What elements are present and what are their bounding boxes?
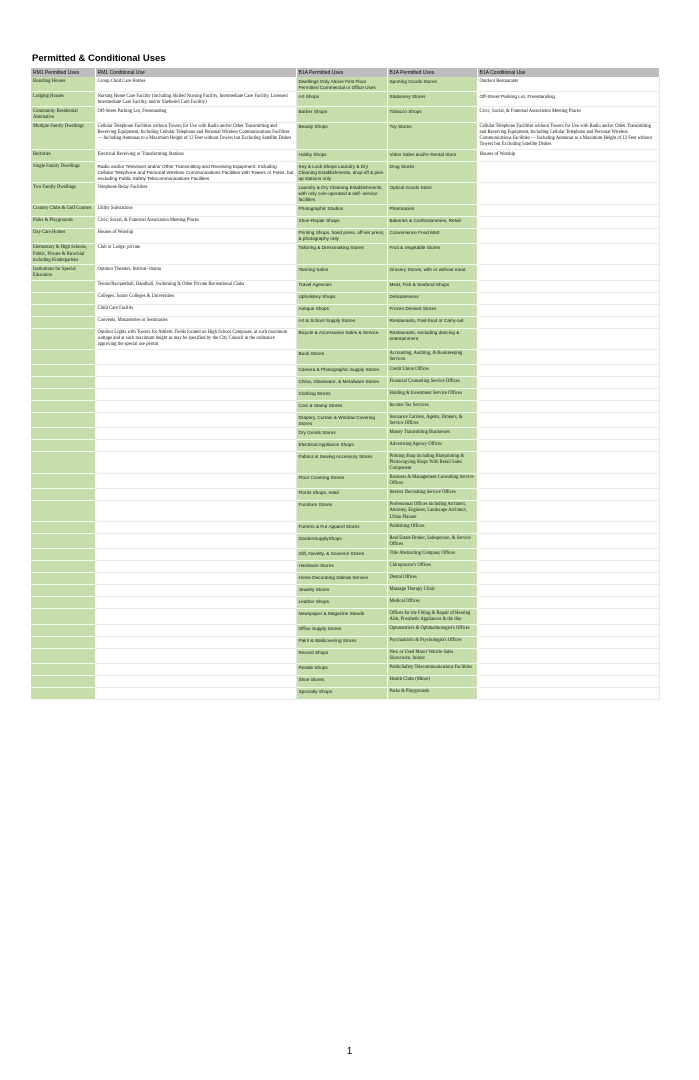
- table-cell: Pharmacies: [387, 204, 477, 216]
- table-row: [31, 473, 659, 488]
- table-cell: [477, 401, 659, 413]
- table-row: [31, 150, 659, 162]
- table-cell: [31, 401, 95, 413]
- table-cell: [477, 534, 659, 549]
- table-cell: [95, 377, 296, 389]
- table-cell: [31, 365, 95, 377]
- column-header: B1A Permitted Uses: [296, 68, 387, 77]
- table-cell: Real Estate Broker, Salesperson, & Service Offices: [387, 534, 477, 549]
- table-cell: PublicSafety Telecommunications Facilities: [387, 663, 477, 675]
- table-cell: [477, 265, 659, 280]
- table-cell: Travel Agencies: [296, 280, 387, 292]
- table-row: [31, 107, 659, 122]
- table-row: [31, 292, 659, 304]
- table-cell: Psychiatrist's & Psychologist's Offices: [387, 636, 477, 648]
- table-cell: [477, 473, 659, 488]
- table-cell: Telephone Relay Facilities: [95, 183, 296, 204]
- table-cell: Lodging Houses: [31, 92, 95, 107]
- table-cell: [95, 413, 296, 428]
- table-cell: Convents, Monasteries or Seminaries: [95, 316, 296, 328]
- table-cell: [477, 389, 659, 401]
- table-cell: [477, 183, 659, 204]
- table-row: [31, 428, 659, 440]
- table-cell: Electrical Receiving or Transforming Stations: [95, 150, 296, 162]
- column-header: B1A Conditional Use: [477, 68, 659, 77]
- table-cell: Cellular Telephone Facilities without Towers for Use with Radio and/or Other Transmitting and Receiving Equipment, Including Cellular Telephone and Personal Wireless Communications Facilities — Including Antennas to a Maximum Height of 12 Feet without Towers but Excluding Satellite Dishes: [95, 122, 296, 149]
- table-cell: [95, 349, 296, 364]
- table-row: [31, 280, 659, 292]
- table-cell: [477, 204, 659, 216]
- table-cell: [477, 624, 659, 636]
- table-row: [31, 549, 659, 561]
- table-cell: Tobacco Shops: [387, 107, 477, 122]
- table-cell: Video Sales and/or Rental Store: [387, 150, 477, 162]
- table-cell: [31, 585, 95, 597]
- table-cell: [477, 488, 659, 500]
- table-cell: Laundry & Dry Cleaning Establishments, with only coin-operated & self- service facilities: [296, 183, 387, 204]
- table-row: [31, 77, 659, 92]
- table-row: [31, 401, 659, 413]
- table-cell: Medical Offices: [387, 597, 477, 609]
- table-cell: [95, 522, 296, 534]
- table-cell: [95, 597, 296, 609]
- table-cell: Bakeries & Confectioneries, Retail: [387, 216, 477, 228]
- table-cell: [31, 573, 95, 585]
- table-cell: Printing Shop including Blueprinting & Photocopying Shops With Retail Sales Component: [387, 452, 477, 473]
- table-cell: GardenSupplyShops: [296, 534, 387, 549]
- table-cell: [31, 522, 95, 534]
- table-cell: Antique Shops: [296, 304, 387, 316]
- table-cell: Tanning Salon: [296, 265, 387, 280]
- table-cell: Cellular Telephone Facilities without Towers for Use with Radio and/or Other Transmitting and Receiving Equipment, Including Cellular Telephone and Personal Wireless Communications Facilities — Including Antennas to a Maximum Height of 12 Feet without Towers but Excluding Satellite Dishes: [477, 122, 659, 149]
- table-row: [31, 488, 659, 500]
- table-cell: Offices for the Fitting & Repair of Hearing Aids, Prosthetic Appliances & the like: [387, 609, 477, 624]
- table-cell: Holding & Investment Service Offices: [387, 389, 477, 401]
- table-cell: Country Clubs & Golf Courses: [31, 204, 95, 216]
- table-cell: Multiple Family Dwellings: [31, 122, 95, 149]
- table-row: [31, 228, 659, 243]
- table-cell: Shoe Stores: [296, 675, 387, 687]
- table-cell: Barber Shops: [296, 107, 387, 122]
- table-cell: Art Shops: [296, 92, 387, 107]
- table-cell: Nursing Home Care Facility (including Skilled Nursing Facility, Intermediate Care Facility, Licensed Intermediate Care Facility, and/or Sheltered Care Facility): [95, 92, 296, 107]
- page-title: Permitted & Conditional Uses: [32, 53, 166, 64]
- table-cell: [477, 585, 659, 597]
- table-cell: Club or Lodge, private: [95, 243, 296, 264]
- table-cell: Publishing Offices: [387, 522, 477, 534]
- table-cell: Elementary & High Schools, Public, Private & Parochial including Kindergartens: [31, 243, 95, 264]
- table-row: [31, 349, 659, 364]
- table-cell: [95, 549, 296, 561]
- table-cell: [477, 328, 659, 349]
- header-row: [31, 68, 659, 77]
- column-header: RM1 Conditional Use: [95, 68, 296, 77]
- table-cell: Off-Street Parking Lot, Freestanding: [95, 107, 296, 122]
- table-row: [31, 687, 659, 699]
- table-cell: Financial Counseling Service Offices: [387, 377, 477, 389]
- table-cell: Electrical Appliance Shops: [296, 440, 387, 452]
- table-cell: [31, 663, 95, 675]
- table-body: [31, 77, 659, 699]
- table-cell: [477, 413, 659, 428]
- table-cell: [477, 522, 659, 534]
- table-cell: Fabrics & Sewing Accessory Stores: [296, 452, 387, 473]
- table-cell: Tennis/Racquetball, Handball, Swimming & Other Private Recreational Clubs: [95, 280, 296, 292]
- table-cell: Camera & Photographic Supply Stores: [296, 365, 387, 377]
- table-cell: Record Shops: [296, 648, 387, 663]
- table-cell: [31, 452, 95, 473]
- table-cell: Printing Shops, hand press, off-set press, & photography only: [296, 228, 387, 243]
- table-cell: Optometrist's & Ophthalmologist's Offices: [387, 624, 477, 636]
- table-cell: [31, 648, 95, 663]
- table-cell: Houses of Worship: [477, 150, 659, 162]
- table-cell: Gift, Novelty, & Souvenir Stores: [296, 549, 387, 561]
- table-cell: [31, 500, 95, 521]
- table-row: [31, 561, 659, 573]
- table-cell: Business & Management Consulting Service Offices: [387, 473, 477, 488]
- table-cell: [95, 428, 296, 440]
- table-cell: Boarding Houses: [31, 77, 95, 92]
- table-cell: Convenience Food Mart: [387, 228, 477, 243]
- table-cell: Title Abstracting Company Offices: [387, 549, 477, 561]
- table-cell: Civic, Social, & Fraternal Association Meeting Places: [477, 107, 659, 122]
- table-cell: Group Child Care Homes: [95, 77, 296, 92]
- table-cell: Toy Stores: [387, 122, 477, 149]
- table-cell: Parks & Playgrounds: [387, 687, 477, 699]
- table-row: [31, 597, 659, 609]
- table-cell: Stationery Stores: [387, 92, 477, 107]
- table-cell: Money Transmitting Businesses: [387, 428, 477, 440]
- table-cell: Hardware Stores: [296, 561, 387, 573]
- table-cell: Accounting, Auditing, & Bookkeeping Services: [387, 349, 477, 364]
- table-row: [31, 304, 659, 316]
- table-cell: [477, 228, 659, 243]
- table-cell: [477, 162, 659, 183]
- table-row: [31, 365, 659, 377]
- table-cell: Outdoor Restaurants: [477, 77, 659, 92]
- table-cell: Delicatessens: [387, 292, 477, 304]
- table-cell: [477, 648, 659, 663]
- table-row: [31, 609, 659, 624]
- table-cell: Health Clubs (Minor): [387, 675, 477, 687]
- table-cell: Upholstery Shops: [296, 292, 387, 304]
- table-cell: Hobby Shops: [296, 150, 387, 162]
- table-cell: [31, 549, 95, 561]
- table-cell: Florist Shops, retail: [296, 488, 387, 500]
- table-cell: Dry Goods Stores: [296, 428, 387, 440]
- table-cell: [31, 328, 95, 349]
- table-cell: Single Family Dwellings: [31, 162, 95, 183]
- table-cell: Grocery Stores, with or without meat: [387, 265, 477, 280]
- table-cell: Book Stores: [296, 349, 387, 364]
- table-row: [31, 452, 659, 473]
- table-cell: Home Decorating Sales& Service: [296, 573, 387, 585]
- table-cell: Sporting Goods Stores: [387, 77, 477, 92]
- table-cell: [95, 452, 296, 473]
- table-cell: Coin & Stamp Stores: [296, 401, 387, 413]
- table-cell: Frozen Dessert Stores: [387, 304, 477, 316]
- table-cell: Outdoor Theaters, festival- drama: [95, 265, 296, 280]
- table-cell: [31, 440, 95, 452]
- table-cell: [31, 389, 95, 401]
- table-cell: Furriers & Fur Apparel Stores: [296, 522, 387, 534]
- table-cell: [31, 675, 95, 687]
- table-row: [31, 648, 659, 663]
- table-cell: Rectories: [31, 150, 95, 162]
- table-cell: Dwellings Only Above First Floor Permitted Commercial or Office Uses: [296, 77, 387, 92]
- table-row: [31, 162, 659, 183]
- table-cell: [477, 292, 659, 304]
- table-row: [31, 216, 659, 228]
- table-cell: [95, 365, 296, 377]
- table-cell: Institutions for Special Education: [31, 265, 95, 280]
- table-cell: [95, 648, 296, 663]
- table-cell: Community Residential Alternative: [31, 107, 95, 122]
- table-cell: Furniture Stores: [296, 500, 387, 521]
- table-cell: Fruit & Vegetable Stores: [387, 243, 477, 264]
- table-row: [31, 389, 659, 401]
- table-cell: [31, 292, 95, 304]
- table-cell: [477, 304, 659, 316]
- table-cell: [31, 349, 95, 364]
- table-cell: Leather Shops: [296, 597, 387, 609]
- table-cell: [95, 401, 296, 413]
- table-cell: [477, 549, 659, 561]
- table-cell: Resale Shops: [296, 663, 387, 675]
- table-cell: Day Care Homes: [31, 228, 95, 243]
- table-cell: Shoe-Repair Shops: [296, 216, 387, 228]
- table-cell: Drug Stores: [387, 162, 477, 183]
- table-cell: Tailoring & Dressmaking Stores: [296, 243, 387, 264]
- table-row: [31, 636, 659, 648]
- table-cell: Utility Substations: [95, 204, 296, 216]
- table-cell: [477, 365, 659, 377]
- table-cell: Houses of Worship: [95, 228, 296, 243]
- table-cell: [95, 440, 296, 452]
- table-cell: [31, 413, 95, 428]
- table-cell: Floor Covering Stores: [296, 473, 387, 488]
- table-cell: [477, 597, 659, 609]
- table-cell: [477, 440, 659, 452]
- table-cell: [95, 389, 296, 401]
- table-cell: [95, 573, 296, 585]
- table-row: [31, 122, 659, 149]
- table-cell: [95, 534, 296, 549]
- table-cell: Off-Street Parking Lot, Freestanding: [477, 92, 659, 107]
- table-cell: [477, 609, 659, 624]
- table-row: [31, 377, 659, 389]
- table-cell: [95, 473, 296, 488]
- table-cell: Insurance Carriers, Agents, Brokers, & Service Offices: [387, 413, 477, 428]
- table-cell: [95, 561, 296, 573]
- table-cell: [95, 636, 296, 648]
- table-cell: Dental Offices: [387, 573, 477, 585]
- table-cell: [31, 609, 95, 624]
- table-cell: [477, 561, 659, 573]
- table-cell: [95, 675, 296, 687]
- table-cell: Child Care Facility: [95, 304, 296, 316]
- table-cell: [477, 573, 659, 585]
- table-cell: Credit Union Offices: [387, 365, 477, 377]
- table-cell: [477, 349, 659, 364]
- table-cell: Radio and/or Television and/or Other Transmitting and Receiving Equipment, Including Cellular Telephone and Personal Wireless Communications Facilities with Towers or Poles, but excluding Public Safety Telecommunications Facilities: [95, 162, 296, 183]
- table-row: [31, 183, 659, 204]
- table-cell: [477, 377, 659, 389]
- table-cell: [95, 624, 296, 636]
- table-cell: [31, 624, 95, 636]
- table-cell: China, Glassware, & Metalware Stores: [296, 377, 387, 389]
- table-cell: Jewelry Stores: [296, 585, 387, 597]
- table-cell: [477, 316, 659, 328]
- table-cell: [95, 500, 296, 521]
- table-cell: [477, 663, 659, 675]
- table-row: [31, 92, 659, 107]
- table-cell: [477, 428, 659, 440]
- table-cell: [95, 663, 296, 675]
- table-cell: [477, 675, 659, 687]
- table-cell: [477, 216, 659, 228]
- table-cell: Outdoor Lights with Towers for Athletic Fields located on High School Campuses, at such maximum wattage and at such maximum height as may be specified by the City Council in the ordinance approving the special use permit: [95, 328, 296, 349]
- table-row: [31, 522, 659, 534]
- table-cell: Chiropractor's Offices: [387, 561, 477, 573]
- table-row: [31, 265, 659, 280]
- table-cell: [95, 609, 296, 624]
- table-row: [31, 500, 659, 521]
- table-cell: [477, 500, 659, 521]
- table-row: [31, 328, 659, 349]
- uses-table: [31, 68, 660, 700]
- table-cell: Newspaper & Magazine Stands: [296, 609, 387, 624]
- table-cell: [31, 687, 95, 699]
- table-cell: [31, 597, 95, 609]
- table-cell: Office Supply Stores: [296, 624, 387, 636]
- table-cell: [95, 585, 296, 597]
- table-cell: [31, 636, 95, 648]
- column-header: B1A Permitted Uses: [387, 68, 477, 77]
- table-cell: [477, 687, 659, 699]
- table-row: [31, 534, 659, 549]
- table-cell: [31, 473, 95, 488]
- table-cell: Paint & Wallcovering Stores: [296, 636, 387, 648]
- table-row: [31, 624, 659, 636]
- table-cell: Massage Therapy Clinic: [387, 585, 477, 597]
- table-row: [31, 440, 659, 452]
- table-row: [31, 316, 659, 328]
- table-cell: [31, 377, 95, 389]
- table-cell: [477, 280, 659, 292]
- table-cell: Clothing Stores: [296, 389, 387, 401]
- table-cell: Specialty Shops: [296, 687, 387, 699]
- table-row: [31, 585, 659, 597]
- table-cell: Beauty Shops: [296, 122, 387, 149]
- table-cell: Parks & Playgrounds: [31, 216, 95, 228]
- table-cell: Drapery, Curtain & Window Covering Stores: [296, 413, 387, 428]
- table-cell: Professional Offices including Architect, Attorney, Engineer, Landscape Architect, Urban Planner: [387, 500, 477, 521]
- table-cell: [31, 316, 95, 328]
- table-cell: [477, 636, 659, 648]
- table-row: [31, 204, 659, 216]
- table-row: [31, 663, 659, 675]
- table-cell: [31, 428, 95, 440]
- column-header: RM1 Permitted Uses: [31, 68, 95, 77]
- table-cell: Civic, Social, & Fraternal Association Meeting Places: [95, 216, 296, 228]
- table-cell: Restaurants, Fast-food or Carry-out: [387, 316, 477, 328]
- table-cell: Interior Decorating Service Offices: [387, 488, 477, 500]
- table-cell: [31, 534, 95, 549]
- table-cell: Restaurants, excluding dancing & entertainment: [387, 328, 477, 349]
- table-cell: Bicycle & Accessories Sales & Service: [296, 328, 387, 349]
- table-cell: [477, 243, 659, 264]
- table-cell: Key & Lock Shops Laundry & Dry Cleaning Establishments, drop-off & pick-up stations only: [296, 162, 387, 183]
- table-row: [31, 413, 659, 428]
- table-row: [31, 243, 659, 264]
- table-cell: [31, 488, 95, 500]
- table-cell: Advertising Agency Offices: [387, 440, 477, 452]
- page-number: 1: [346, 1046, 353, 1057]
- table-cell: Income Tax Services: [387, 401, 477, 413]
- table-cell: Two Family Dwellings: [31, 183, 95, 204]
- table-row: [31, 675, 659, 687]
- table-cell: Optical Goods Store: [387, 183, 477, 204]
- table-row: [31, 573, 659, 585]
- table-cell: [31, 280, 95, 292]
- table-cell: [95, 687, 296, 699]
- table-cell: Meat, Fish & Seafood Shops: [387, 280, 477, 292]
- table-cell: Art & School Supply Stores: [296, 316, 387, 328]
- table-cell: New or Used Motor Vehicle Sales Showroom, Indoor: [387, 648, 477, 663]
- table-cell: Photographic Studios: [296, 204, 387, 216]
- table-cell: [95, 488, 296, 500]
- table-cell: Colleges, Junior Colleges & Universities: [95, 292, 296, 304]
- table-cell: [31, 304, 95, 316]
- table-cell: [31, 561, 95, 573]
- table-cell: [477, 452, 659, 473]
